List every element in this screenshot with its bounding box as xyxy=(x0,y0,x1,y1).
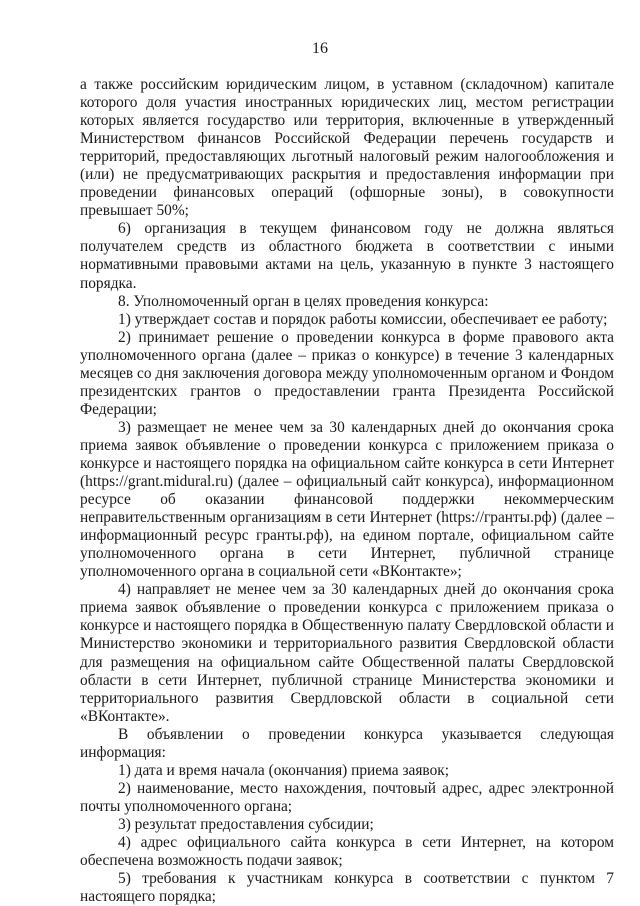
paragraph-section-8: 8. Уполномоченный орган в целях проведения конкурса: xyxy=(118,292,489,310)
paragraph-item-1-commission: 1) утверждает состав и порядок работы комиссии, обеспечивает ее работу; xyxy=(118,310,608,328)
document-body xyxy=(80,76,614,906)
paragraph-item-6: 6) организация в текущем финансовом году не должна являться получателем средств из областного бюджета в соответствии с иными нормативными правовыми актами на цель, указанную в пункте 3 настоящего порядка. xyxy=(80,220,614,292)
paragraph-announcement-info: В объявлении о проведении конкурса указывается следующая информация: xyxy=(80,725,614,761)
paragraph-item-4-public-chamber: 4) направляет не менее чем за 30 календарных дней до окончания срока приема заявок объявление о проведении конкурса с приложением приказа о конкурсе и настоящего порядка в Общественную палату Свердловской области и Министерство экономики и территориального развития Свердловской области для размещения на официальном сайте Общественной палаты Свердловской области в сети Интернет, публичной странице Министерства экономики и территориального развития Свердловской области в социальной сети «ВКонтакте». xyxy=(80,581,614,725)
paragraph-info-3-result: 3) результат предоставления субсидии; xyxy=(118,815,374,833)
paragraph-item-3-publication: 3) размещает не менее чем за 30 календарных дней до окончания срока приема заявок объявление о проведении конкурса с приложением приказа о конкурсе и настоящего порядка на официальном сайте конкурса в сети Интернет (https://grant.midural.ru) (далее – официальный сайт конкурса), информационном ресурсе об оказании финансовой поддержки некоммерческим неправительственным организациям в сети Интернет (https://гранты.рф) (далее – информационный ресурс гранты.рф), на едином портале, официальном сайте уполномоченного органа в сети Интернет, публичной странице уполномоченного органа в социальной сети «ВКонтакте»; xyxy=(80,418,614,581)
paragraph-info-1-dates: 1) дата и время начала (окончания) приема заявок; xyxy=(118,761,450,779)
paragraph-item-2-decision: 2) принимает решение о проведении конкурса в форме правового акта уполномоченного органа (далее – приказ о конкурсе) в течение 3 календарных месяцев со дня заключения договора между уполномоченным органом и Фондом президентских грантов о предоставлении гранта Президента Российской Федерации; xyxy=(80,328,614,418)
page-number: 16 xyxy=(312,40,328,57)
paragraph-offshore-condition: а также российским юридическим лицом, в уставном (складочном) капитале которого доля участия иностранных юридических лиц, местом регистрации которых является государство или территория, включенные в утвержденный Министерством финансов Российской Федерации перечень государств и территорий, предоставляющих льготный налоговый режим налогообложения и (или) не предусматривающих раскрытия и предоставления информации при проведении финансовых операций (офшорные зоны), в совокупности превышает 50%; xyxy=(80,76,614,220)
paragraph-info-2-contacts: 2) наименование, место нахождения, почтовый адрес, адрес электронной почты уполномоченного органа; xyxy=(80,779,614,815)
paragraph-info-4-website: 4) адрес официального сайта конкурса в сети Интернет, на котором обеспечена возможность подачи заявок; xyxy=(80,833,614,870)
paragraph-info-5-requirements: 5) требования к участникам конкурса в соответствии с пунктом 7 настоящего порядка; xyxy=(80,870,614,906)
